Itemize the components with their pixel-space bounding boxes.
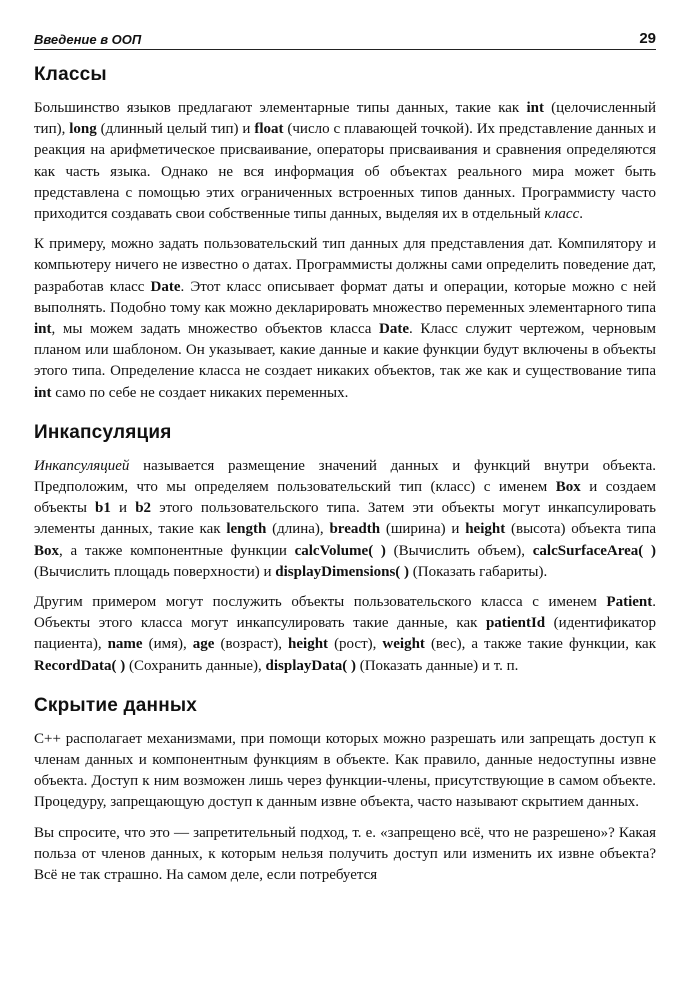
text-run: (ширина) и xyxy=(380,521,466,538)
bold-term: Box xyxy=(34,542,60,559)
bold-term: Box xyxy=(555,479,581,496)
paragraph xyxy=(34,456,656,583)
bold-term: age xyxy=(192,636,215,653)
text-run: (возраст), xyxy=(214,636,289,653)
text-run: Большинство языков предлагают элементарные типы данных, такие как xyxy=(34,100,527,116)
text-run: (длина), xyxy=(266,521,330,538)
bold-term: breadth xyxy=(329,521,381,538)
bold-term: int xyxy=(34,384,52,401)
paragraph xyxy=(34,234,656,404)
text-run: (целочисленный тип), xyxy=(34,100,656,138)
bold-term: displayData( ) xyxy=(265,657,356,674)
bold-term: calcSurfaceArea( ) xyxy=(532,542,656,559)
paragraph xyxy=(34,98,656,225)
text-run: C++ располагает механизмами, при помощи которых можно разрешать или запрещать доступ к членам данных и компонентным функциям в объекте. Как правило, данные недоступны извне объекта. Доступ к ним возможен лишь через функции-члены, присутствующие в самом объекте. Процедуру, запрещающую доступ к данным извне объекта, часто называют скрытием данных. xyxy=(34,730,656,811)
bold-term: displayDimensions( ) xyxy=(275,563,410,580)
paragraph xyxy=(34,823,656,887)
bold-term: b1 xyxy=(95,500,111,517)
text-run: и создаем объекты xyxy=(34,479,657,517)
running-header xyxy=(34,30,656,50)
running-title: Введение в ООП xyxy=(34,32,142,47)
bold-term: int xyxy=(526,100,544,116)
text-run: (Вычислить площадь поверхности) и xyxy=(34,563,276,580)
text-run: . Класс служит чертежом, черновым планом или шаблоном. Он указывает, какие данные и какие функции будут включены в объекты этого типа. Определение класса не создает никаких объектов, так же как и существование типа xyxy=(34,321,656,380)
text-run: , мы можем задать множество объектов класса xyxy=(51,321,380,338)
text-run: (число с плавающей точкой). Их представление данных и реакция на арифметическое присваивание, операторы присваивания и сравнения определяются как часть языка. Однако не вся информация об объектах реального мира может быть представлена с помощью этих ограниченных встроенных типов данных. Программисту часто приходится создавать свои собственные типы данных, выделяя их в отдельный xyxy=(34,121,657,223)
paragraph xyxy=(34,592,656,677)
text-run: называется размещение значений данных и функций внутри объекта. Предположим, что мы определяем пользовательский тип (класс) с именем xyxy=(34,457,656,496)
italic-term: класс xyxy=(544,206,580,223)
text-run: само по себе не создает никаких переменных. xyxy=(51,384,349,401)
text-run: . Этот класс описывает формат даты и операции, которые можно с ней выполнять. Подобно тому как можно декларировать множество переменных элементарного типа xyxy=(34,278,657,316)
text-run: (длинный целый тип) и xyxy=(96,121,255,138)
text-run: К примеру, можно задать пользовательский тип данных для представления дат. Компилятору и компьютеру ничего не известно о датах. Программисты должны сами определить поведение дат, разработав класс xyxy=(34,236,656,295)
bold-term: Patient xyxy=(606,594,653,611)
bold-term: length xyxy=(226,521,267,538)
bold-term: name xyxy=(107,636,143,653)
text-run: (Показать данные) и т. п. xyxy=(355,657,519,674)
page-number: 29 xyxy=(639,30,656,47)
text-run: . Объекты этого класса могут инкапсулировать такие данные, как xyxy=(34,594,656,632)
bold-term: height xyxy=(288,636,329,653)
text-run: (Показать габариты). xyxy=(409,563,548,580)
bold-term: RecordData( ) xyxy=(34,657,126,674)
text-run: (Вычислить объем), xyxy=(385,542,533,559)
section-heading-encapsulation: Инкапсуляция xyxy=(34,421,172,443)
text-run: этого пользовательского типа. Затем эти объекты могут инкапсулировать элементы данных, такие как xyxy=(34,500,656,538)
bold-term: int xyxy=(34,321,52,338)
section-heading-data-hiding: Скрытие данных xyxy=(34,694,198,716)
text-run: (вес), а также такие функции, как xyxy=(424,636,656,653)
bold-term: long xyxy=(69,121,97,138)
section-heading-classes: Классы xyxy=(34,64,107,85)
text-run: (Сохранить данные), xyxy=(125,657,266,674)
bold-term: calcVolume( ) xyxy=(294,542,386,559)
bold-term: b2 xyxy=(135,500,152,517)
text-run: и xyxy=(110,500,136,517)
text-run: (имя), xyxy=(142,636,193,653)
text-run: (высота) объекта типа xyxy=(505,521,656,538)
bold-term: patientId xyxy=(485,615,546,632)
bold-term: weight xyxy=(382,636,425,653)
text-run: , а также компонентные функции xyxy=(59,542,295,559)
bold-term: Date xyxy=(150,278,181,295)
italic-term: Инкапсуляцией xyxy=(34,457,130,474)
text-run: Другим примером могут послужить объекты пользовательского класса с именем xyxy=(34,594,607,611)
text-run: Вы спросите, что это — запретительный подход, т. е. «запрещено всё, что не разрешено»? Какая польза от членов данных, к которым нельзя получить доступ или изменить их извне объекта? Всё не так страшно. На самом деле, если потребуется xyxy=(34,824,656,884)
text-run: (рост), xyxy=(328,636,383,653)
bold-term: Date xyxy=(379,321,410,338)
bold-term: float xyxy=(254,121,284,138)
paragraph xyxy=(34,729,656,814)
bold-term: height xyxy=(465,521,506,538)
text-run: . xyxy=(579,206,583,223)
text-run: (идентификатор пациента), xyxy=(34,615,657,653)
